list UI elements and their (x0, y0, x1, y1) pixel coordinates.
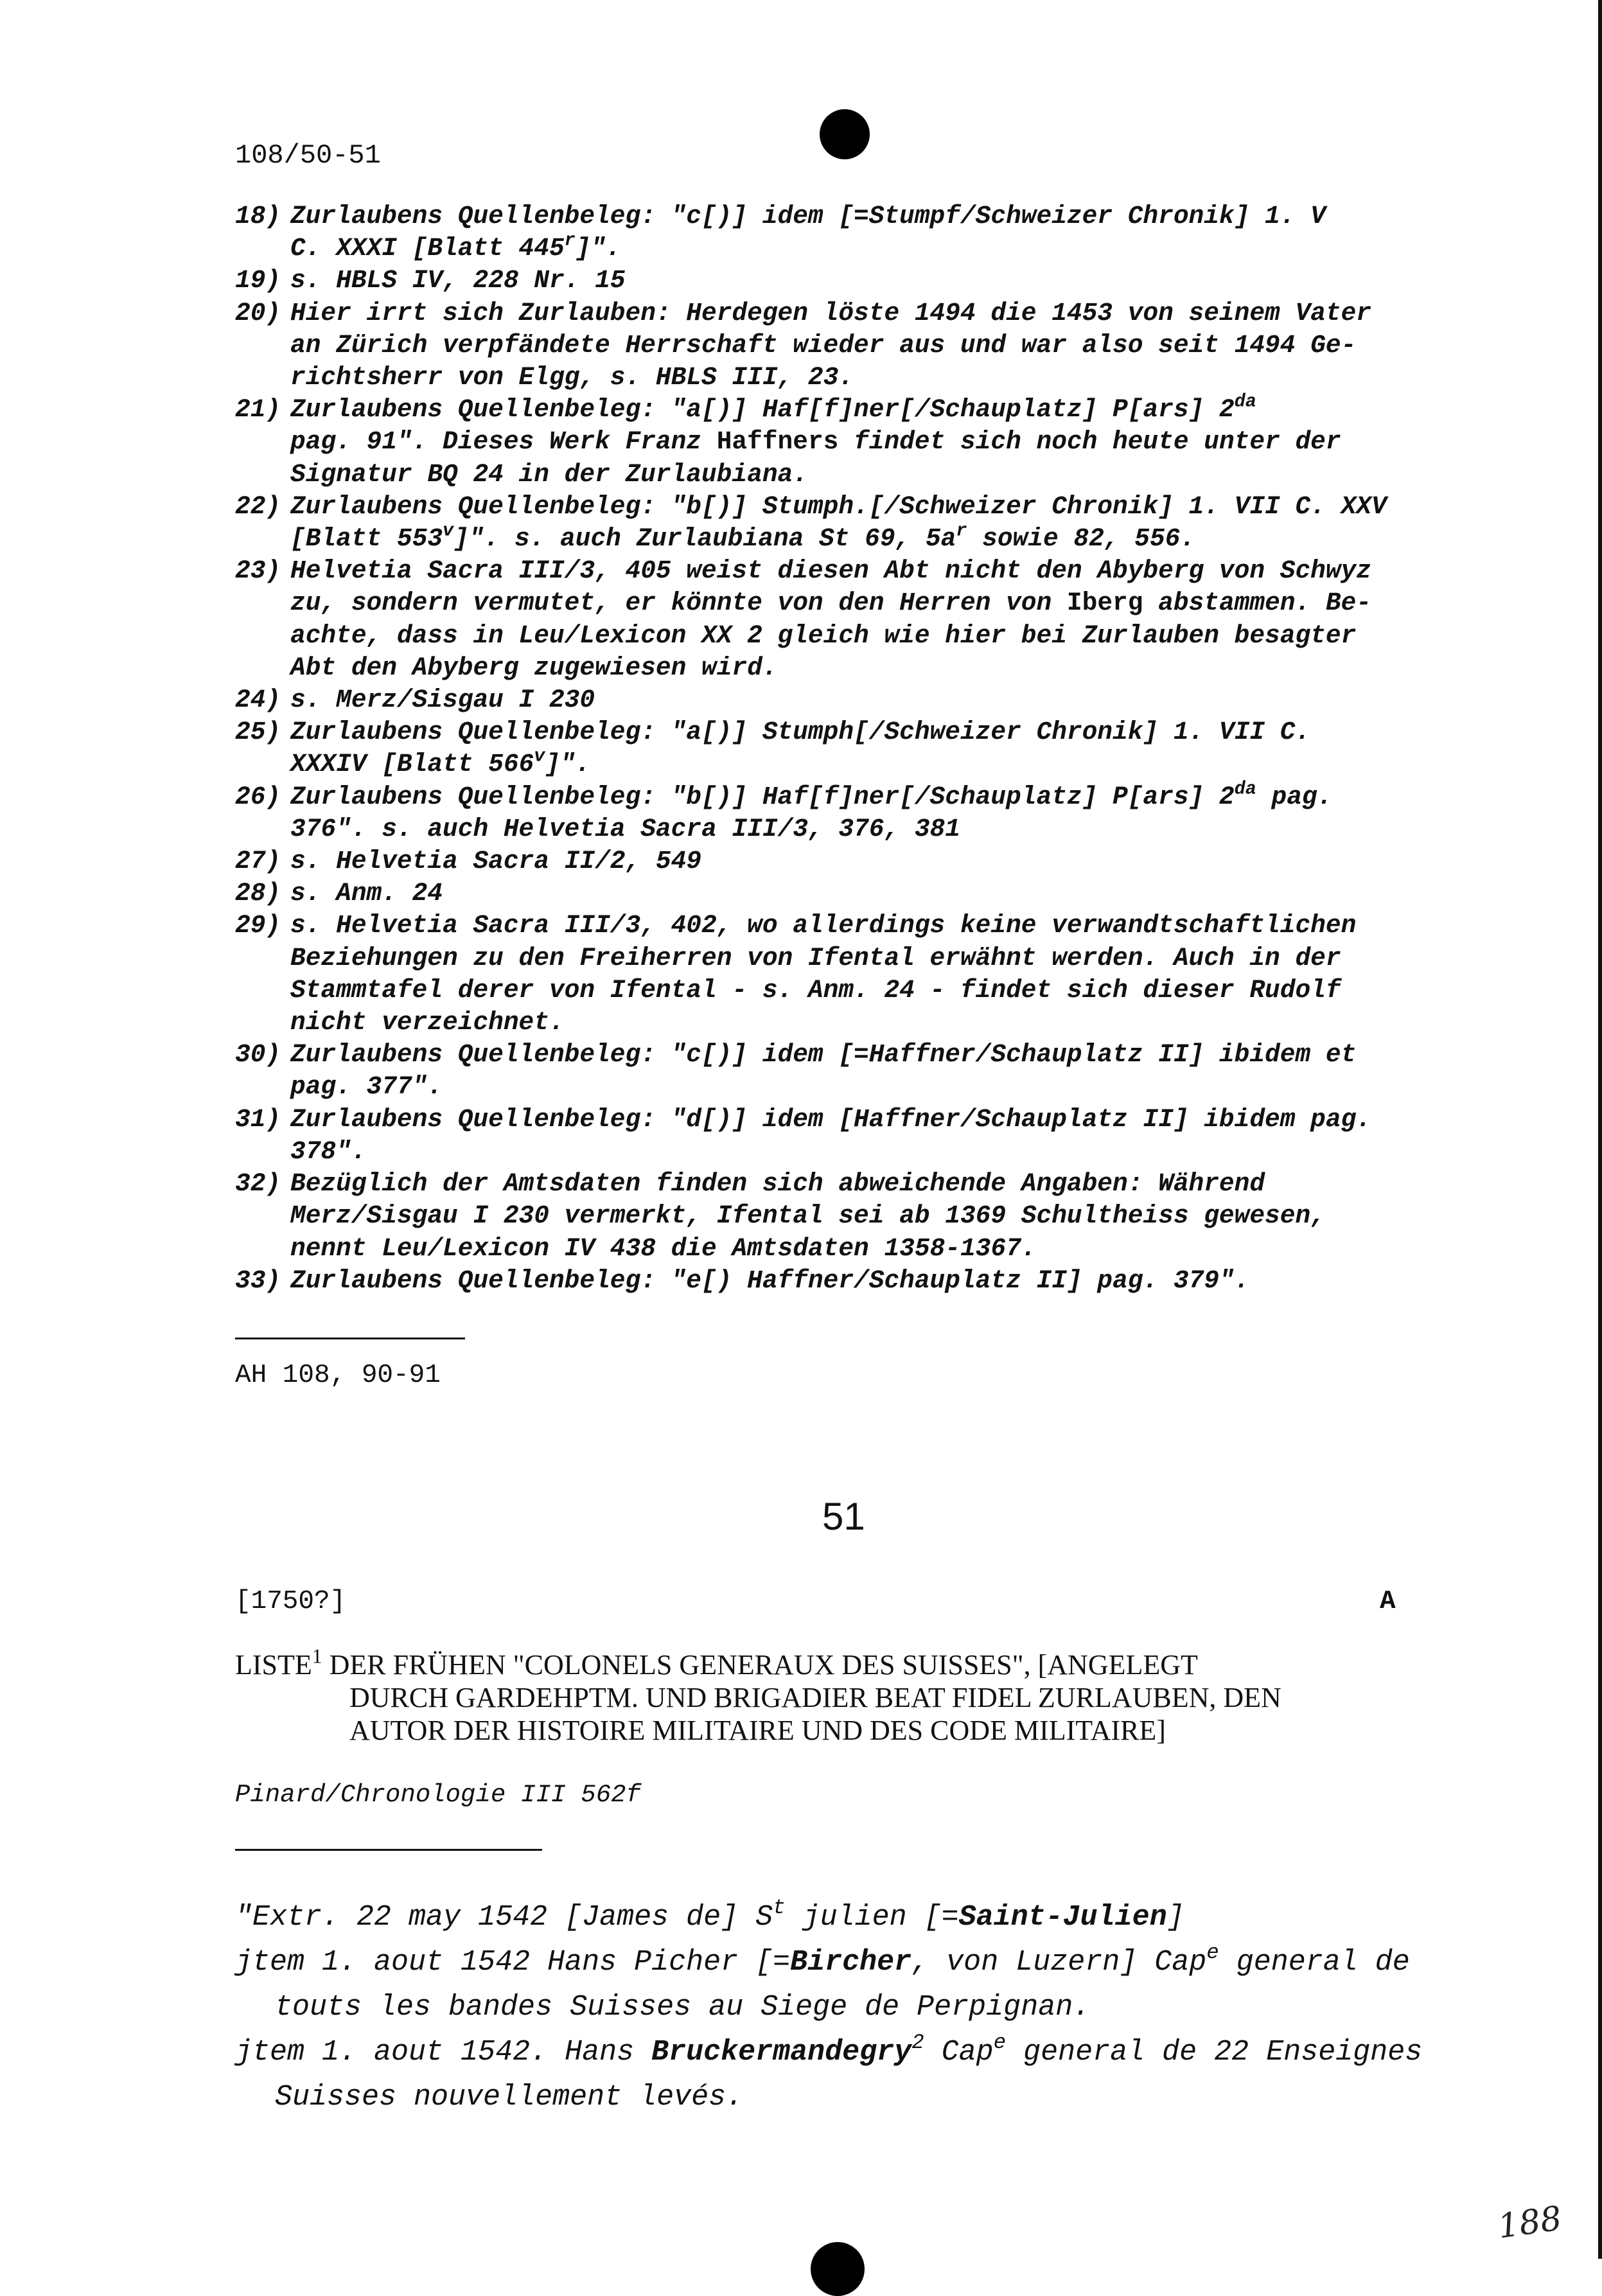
footnote-25: 25) Zurlaubens Quellenbeleg: "a[)] Stumph[/Schweizer Chronik] 1. VII C. XXXIV [Blatt 566$^v$]". (235, 718, 1311, 779)
quote-line-1: "Extr. 22 may 1542 [James de] $S^t$ julien [=Saint-Julien] (235, 1896, 1184, 1934)
quoted-text (235, 1895, 1481, 2120)
quote-line-2: jtem 1. aout 1542 Hans Picher [=Bircher, von Luzern] Cap$^e$ general de (235, 1941, 1410, 1979)
footnote-22: 22) Zurlaubens Quellenbeleg: "b[)] Stumph.[/Schweizer Chronik] 1. VII C. XXV [Blatt 553$^v$]". s. auch Zurlaubiana St 69, $5a^r$ sowie 82, 556. (235, 491, 1387, 554)
handwritten-page-number: 188 (1495, 2199, 1564, 2247)
footnote-31: 31) Zurlaubens Quellenbeleg: "d[)] idem [Haffner/Schauplatz II] ibidem pag. 378". (235, 1104, 1371, 1166)
footnote-26: 26) Zurlaubens Quellenbeleg: "b[)] Haf[f]ner[/Schauplatz] P[ars] $2^{da}$ pag. 376". s. auch Helvetia Sacra III/3, 376, 381 (235, 778, 1333, 843)
punch-hole-mark (820, 109, 870, 159)
document-heading: LISTE$^1$ DER FRÜHEN "COLONELS GENERAUX DES SUISSES", [ANGELEGT DURCH GARDEHPTM. UND BRIGADIER BEAT FIDEL ZURLAUBEN, DEN AUTOR DER HISTOIRE MILITAIRE UND DES CODE MILITAIRE] (235, 1645, 1281, 1746)
footnotes (235, 200, 1468, 1297)
document-letter: A (1380, 1587, 1396, 1616)
quote-line-4: jtem 1. aout 1542. Hans Bruckermandegry$^2$ Cap$^e$ general de 22 Enseignes (235, 2031, 1423, 2069)
separator-rule (235, 1338, 465, 1339)
footnote-18: 18) Zurlaubens Quellenbeleg: "c[)] idem [=Stumpf/Schweizer Chronik] 1. V C. XXXI [Blatt 445$^r$]". (235, 202, 1326, 263)
footnote-30: 30) Zurlaubens Quellenbeleg: "c[)] idem [=Haffner/Schauplatz II] ibidem et pag. 377". (235, 1040, 1357, 1102)
quote-line-5: Suisses nouvellement levés. (275, 2081, 744, 2114)
footnote-29: 29) s. Helvetia Sacra III/3, 402, wo allerdings keine verwandtschaftlichen Beziehungen zu den Freiherren von Ifental erwähnt werden. Auch in der Stammtafel derer von Ifental - s. Anm. 24 - findet sich dieser Rudolf nicht verzeichnet. (235, 911, 1357, 1038)
source-citation: Pinard/Chronologie III 562f (235, 1781, 641, 1809)
page-reference: 108/50-51 (235, 140, 381, 171)
footnote-23: 23) Helvetia Sacra III/3, 405 weist diesen Abt nicht den Abyberg von Schwyz zu, sondern vermutet, er könnte von den Herren von Iberg abstammen. Be- achte, dass in Leu/Lexicon XX 2 gleich wie hier bei Zurlauben besagter Abt den Abyberg zugewiesen wird. (235, 556, 1371, 682)
quote-line-3: touts les bandes Suisses au Siege de Perpignan. (275, 1991, 1091, 2024)
document-number: 51 (822, 1495, 865, 1538)
footnote-21: 21) Zurlaubens Quellenbeleg: "a[)] Haf[f]ner[/Schauplatz] P[ars] $2^{da}$ pag. 91". Dieses Werk Franz Haffners findet sich noch heute unter der Signatur BQ 24 in der Zurlaubiana. (235, 391, 1341, 489)
footnote-19: 19) s. HBLS IV, 228 Nr. 15 (235, 266, 626, 296)
separator-rule-2 (235, 1849, 542, 1851)
footnote-28: 28) s. Anm. 24 (235, 879, 443, 908)
footnote-33: 33) Zurlaubens Quellenbeleg: "e[) Haffner/Schauplatz II] pag. 379". (235, 1266, 1250, 1295)
document-date: [1750?] (235, 1587, 346, 1616)
archive-reference: AH 108, 90-91 (235, 1361, 441, 1390)
footnote-27: 27) s. Helvetia Sacra II/2, 549 (235, 847, 702, 876)
page-edge (1598, 0, 1602, 2259)
punch-hole-mark-bottom (811, 2242, 865, 2296)
footnote-24: 24) s. Merz/Sisgau I 230 (235, 685, 595, 715)
footnote-32: 32) Bezüglich der Amtsdaten finden sich abweichende Angaben: Während Merz/Sisgau I 230 vermerkt, Ifental sei ab 1369 Schultheiss gewesen, nennt Leu/Lexicon IV 438 die Amtsdaten 1358-1367. (235, 1169, 1326, 1263)
footnote-20: 20) Hier irrt sich Zurlauben: Herdegen löste 1494 die 1453 von seinem Vater an Zürich verpfändete Herrschaft wieder aus und war also seit 1494 Ge- richtsherr von Elgg, s. HBLS III, 23. (235, 298, 1371, 393)
